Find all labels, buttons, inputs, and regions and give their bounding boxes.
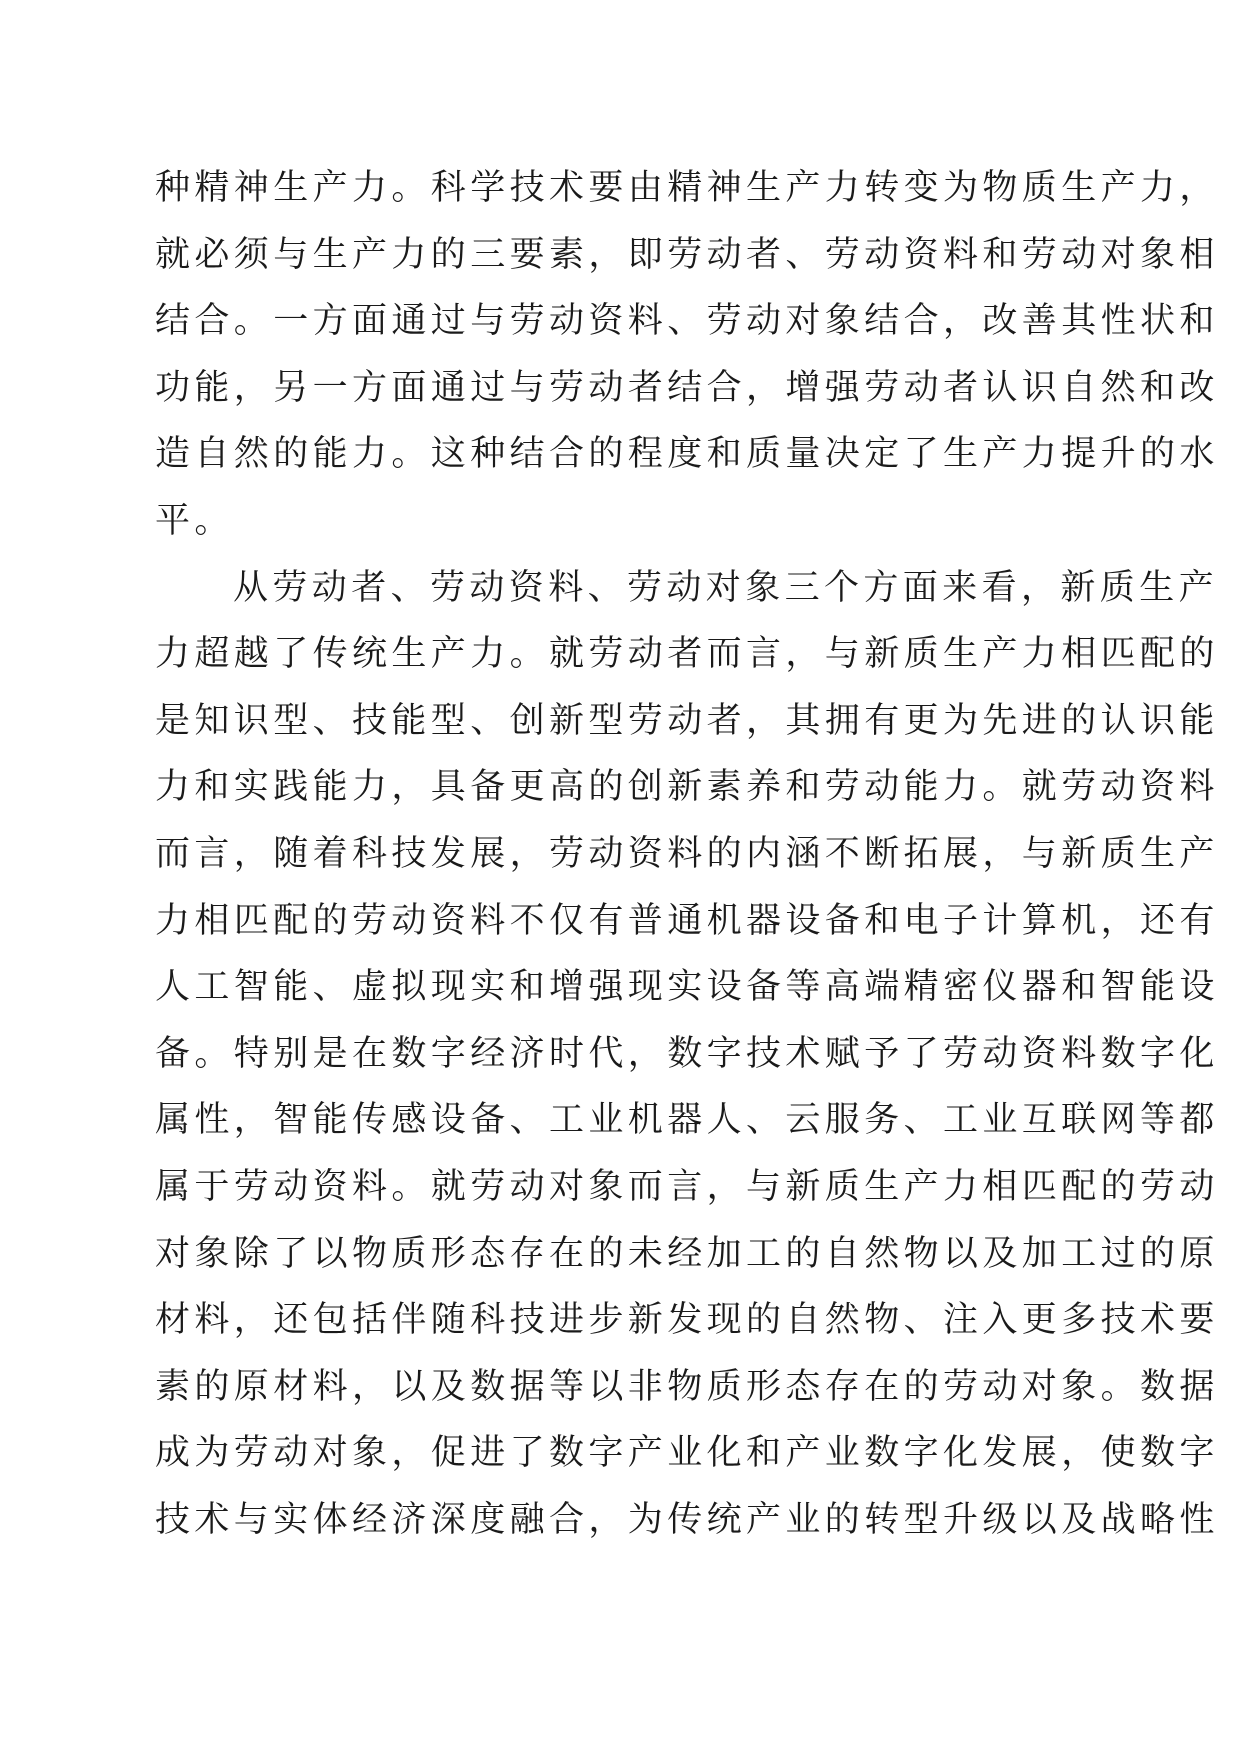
text-line: 属于劳动资料。就劳动对象而言，与新质生产力相匹配的劳动	[155, 1166, 1219, 1207]
text-line: 对象除了以物质形态存在的未经加工的自然物以及加工过的原	[155, 1233, 1219, 1274]
text-line: 结合。一方面通过与劳动资料、劳动对象结合，改善其性状和	[155, 301, 1219, 342]
text-line: 功能，另一方面通过与劳动者结合，增强劳动者认识自然和改	[155, 367, 1219, 408]
text-line: 平。	[155, 500, 234, 541]
text-line: 造自然的能力。这种结合的程度和质量决定了生产力提升的水	[155, 434, 1219, 475]
text-line: 备。特别是在数字经济时代，数字技术赋予了劳动资料数字化	[155, 1033, 1219, 1074]
text-line: 人工智能、虚拟现实和增强现实设备等高端精密仪器和智能设	[155, 967, 1219, 1008]
body-text	[155, 155, 1219, 1553]
text-line: 力和实践能力，具备更高的创新素养和劳动能力。就劳动资料	[155, 767, 1219, 808]
paragraph-2	[155, 555, 1219, 1554]
text-line: 从劳动者、劳动资料、劳动对象三个方面来看，新质生产	[233, 567, 1219, 608]
text-line: 成为劳动对象，促进了数字产业化和产业数字化发展，使数字	[155, 1433, 1219, 1474]
text-line: 材料，还包括伴随科技进步新发现的自然物、注入更多技术要	[155, 1300, 1219, 1341]
text-line: 是知识型、技能型、创新型劳动者，其拥有更为先进的认识能	[155, 700, 1219, 741]
text-line: 属性，智能传感设备、工业机器人、云服务、工业互联网等都	[155, 1100, 1219, 1141]
paragraph-1	[155, 155, 1219, 555]
text-line: 力相匹配的劳动资料不仅有普通机器设备和电子计算机，还有	[155, 900, 1219, 941]
text-line: 力超越了传统生产力。就劳动者而言，与新质生产力相匹配的	[155, 634, 1219, 675]
text-line: 种精神生产力。科学技术要由精神生产力转变为物质生产力，	[155, 168, 1219, 208]
text-line: 素的原材料，以及数据等以非物质形态存在的劳动对象。数据	[155, 1366, 1219, 1407]
text-line: 而言，随着科技发展，劳动资料的内涵不断拓展，与新质生产	[155, 833, 1219, 874]
text-line: 技术与实体经济深度融合，为传统产业的转型升级以及战略性	[155, 1499, 1219, 1540]
text-line: 就必须与生产力的三要素，即劳动者、劳动资料和劳动对象相	[155, 234, 1219, 275]
